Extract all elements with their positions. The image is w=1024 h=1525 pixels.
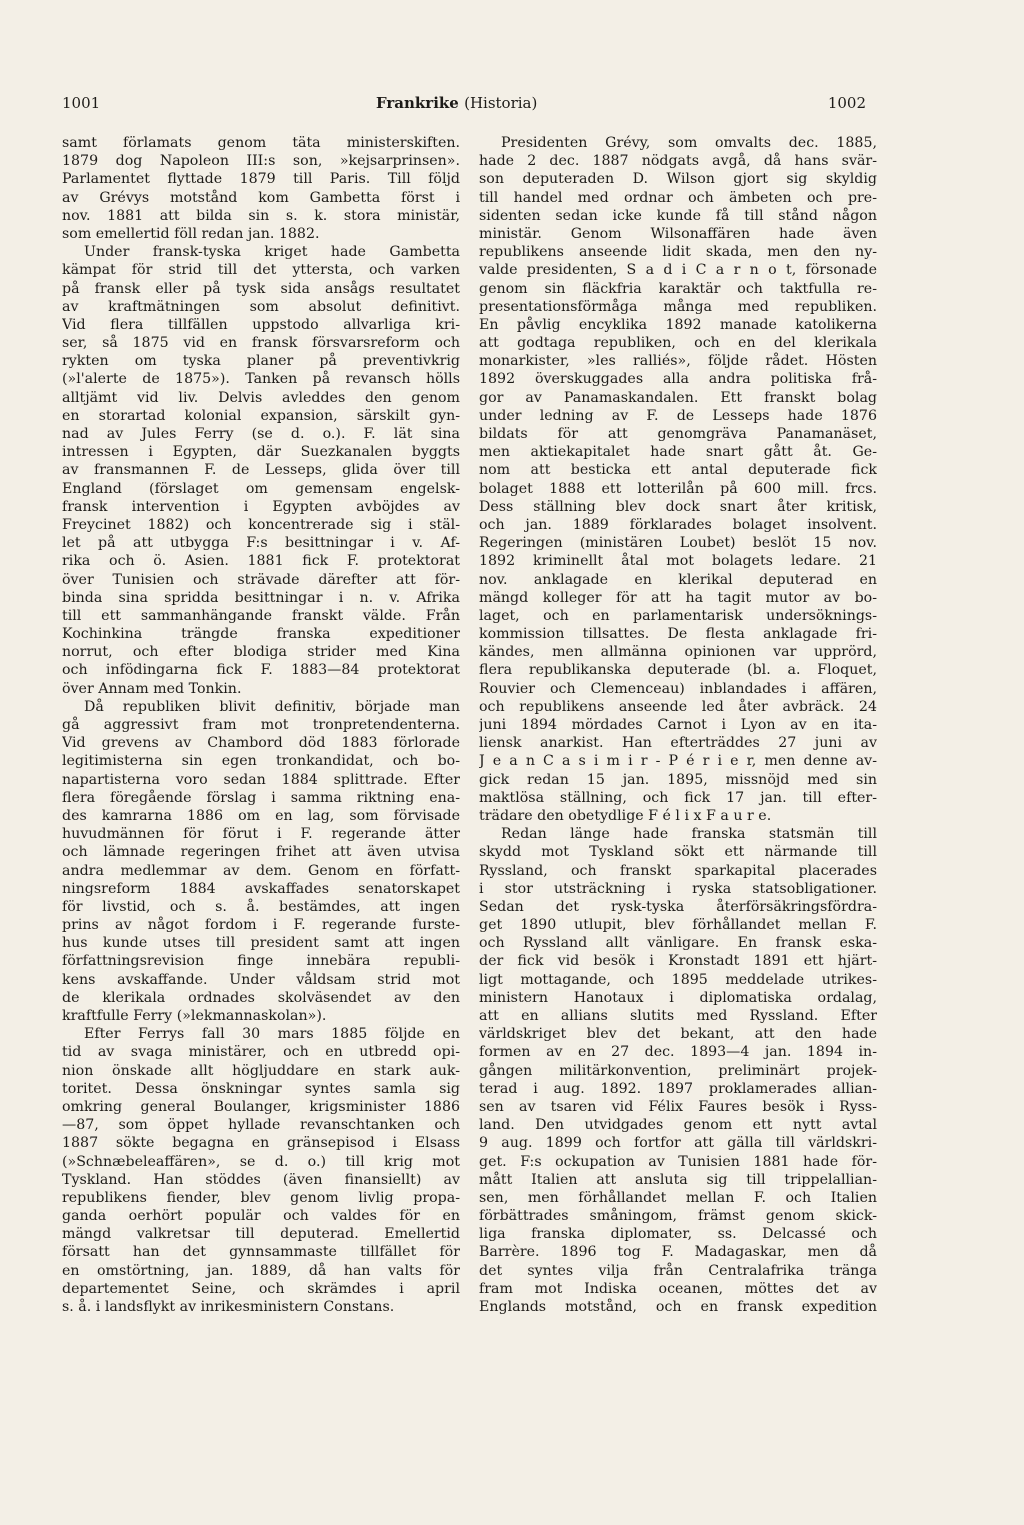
text-line: Redan länge hade franska statsmän till [501,826,877,843]
text-line: get 1890 utlupit, blev förhållandet mellan F. [479,917,877,934]
text-line: nion önskade allt högljuddare en stark auk- [62,1062,460,1079]
text-line: Barrère. 1896 tog F. Madagaskar, men då [479,1244,877,1261]
text-line: liga franska diplomater, ss. Delcassé och [479,1226,877,1243]
text-line: Rouvier och Clemenceau) inblandades i affären, [479,680,877,697]
text-line: flera föregående förslag i samma riktning ena- [62,789,460,806]
text-line: över Annam med Tonkin. [62,680,242,697]
text-line: genom sin fläckfria karaktär och taktfulla re- [479,280,877,297]
text-line: över Tunisien och strävade därefter att för- [62,571,460,588]
text-line: och jan. 1889 förklarades bolaget insolvent. [479,516,877,533]
running-title-sub: (Historia) [464,94,538,112]
text-line: kämpat för strid till det yttersta, och varken [62,262,460,279]
text-line: England (förslaget om gemensam engelsk- [62,480,460,497]
text-line: gor av Panamaskandalen. Ett franskt bolag [479,389,877,406]
text-line: J e a n C a s i m i r - P é r i e r, men denne av- [479,753,877,770]
text-line: land. Den utvidgades genom ett nytt avtal [479,1117,877,1134]
text-line: terad i aug. 1892. 1897 proklamerades allian- [479,1080,877,1097]
text-line: juni 1894 mördades Carnot i Lyon av en ita- [479,717,877,733]
text-line: kens avskaffande. Under våldsam strid mot [62,971,460,988]
text-line: nad av Jules Ferry (se d. o.). F. lät sina [62,426,460,442]
text-line: att godtaga republiken, och en del klerikala [479,335,877,352]
running-title-main: Frankrike [376,94,459,112]
text-line: flera republikanska deputerade (bl. a. Floquet, [479,662,877,679]
text-line: laget, och en parlamentarisk undersöknings- [479,607,877,624]
running-title [376,94,537,112]
text-line: i stor utsträckning i ryska statsobligationer. [479,880,877,897]
page-header [62,94,866,116]
text-line: presentationsförmåga många med republiken. [479,298,877,315]
text-line: ligt mottagande, och 1895 meddelade utrikes- [479,971,877,988]
text-line: liensk anarkist. Han efterträddes 27 juni av [479,735,877,752]
text-line: nom att besticka ett antal deputerade fick [479,462,877,479]
text-line: Presidenten Grévy, som omvalts dec. 1885, [501,135,877,151]
text-line: bolaget 1888 ett lotterilån på 600 mill. frcs. [479,480,877,497]
text-line: Regeringen (ministären Loubet) beslöt 15 nov. [479,535,877,552]
text-line: Vid grevens av Chambord död 1883 förlorade [62,735,460,752]
text-line: ganda oerhört populär och valdes för en [62,1208,460,1225]
text-line: rykten om tyska planer på preventivkrig [62,353,460,370]
text-line: toritet. Dessa önskningar syntes samla sig [62,1080,460,1097]
text-line: gick redan 15 jan. 1895, missnöjd med sin [479,771,877,788]
text-line: av kraftmätningen som absolut definitivt. [62,298,460,315]
text-line: huvudmännen för förut i F. regerande ätter [62,826,460,843]
text-line: rika och ö. Asien. 1881 fick F. protektorat [62,553,460,570]
text-line: binda sina spridda besittningar i n. v. Afrika [62,589,460,606]
text-line: mängd kolleger för att ha tagit mutor av bo- [479,589,877,606]
text-line: försatt han det gynnsammaste tillfället för [62,1244,460,1261]
text-line: till handel med ordnar och ämbeten och pre- [479,189,877,206]
text-line: fransk intervention i Egypten avböjdes av [62,498,460,515]
text-line: men aktiekapitalet hade snart gått åt. Ge- [479,444,877,461]
text-line: världskriget blev det bekant, att den hade [479,1026,877,1043]
text-line: Dess ställning blev dock snart åter kritisk, [479,498,877,515]
left-page-number: 1001 [62,94,101,112]
text-line: En påvlig encyklika 1892 manade katolikerna [479,316,877,333]
text-line: 1892 kriminellt åtal mot bolagets ledare. 21 [479,553,877,570]
text-line: och lämnade regeringen frihet att även utvisa [62,844,460,861]
text-line: legitimisterna sin egen tronkandidat, och bo- [62,753,460,770]
text-line: norrut, och efter blodiga strider med Kina [62,644,460,661]
text-line: republikens fiender, blev genom livlig propa- [62,1189,460,1206]
text-line: intressen i Egypten, där Suezkanalen byggts [62,444,460,461]
text-line: des kamrarna 1886 om en lag, som förvisade [62,807,460,824]
left-text-column [62,134,460,1374]
text-line: get. F:s ockupation av Tunisien 1881 hade för- [479,1153,877,1170]
text-line: som emellertid föll redan jan. 1882. [62,225,320,242]
text-line: av Grévys motstånd kom Gambetta först i [62,189,460,206]
text-line: nov. anklagade en klerikal deputerad en [479,571,877,588]
text-line: kommission tillsattes. De flesta anklagade fri- [479,626,877,643]
text-line: Sedan det rysk-tyska återförsäkringsfördra- [479,898,877,915]
text-line: alltjämt vid liv. Delvis avleddes den genom [62,389,460,406]
text-line: kraftfulle Ferry (»lekmannaskolan»). [62,1008,327,1024]
text-line: bildats för att genomgräva Panamanäset, [479,426,877,442]
text-line: Vid flera tillfällen uppstodo allvarliga kri- [62,316,460,333]
text-line: ser, så 1875 vid en fransk försvarsreform och [62,335,460,352]
text-line: tid av svaga ministärer, och en utbredd opi- [62,1044,460,1061]
text-line: till ett sammanhängande franskt välde. Från [62,607,460,624]
text-line: sidenten sedan icke kunde få till stånd någon [479,207,877,224]
text-line: let på att utbygga F:s besittningar i v. Af- [62,535,460,552]
text-line: ministern Hanotaux i diplomatiska ordalag, [479,989,877,1006]
text-line: ningsreform 1884 avskaffades senatorskapet [62,880,460,897]
text-line: gå aggressivt fram mot tronpretendenterna. [62,717,460,733]
text-line: (»l'alerte de 1875»). Tanken på revansch hölls [62,371,460,388]
text-line: och infödingarna fick F. 1883—84 protektorat [62,662,460,679]
text-line: förbättrades småningom, främst genom skick- [479,1208,877,1225]
text-line: valde presidenten, S a d i C a r n o t, försonade [479,262,877,279]
text-line: nov. 1881 att bilda sin s. k. stora ministär, [62,207,460,224]
text-line: mängd valkretsar till deputerad. Emellertid [62,1226,460,1243]
text-line: en omstörtning, jan. 1889, då han valts för [62,1262,460,1279]
text-line: sen, men förhållandet mellan F. och Italien [479,1189,877,1206]
text-line: författningsrevision finge innebära republi- [62,953,460,970]
text-line: skydd mot Tyskland sökt ett närmande till [479,844,877,861]
text-line: och Ryssland allt vänligare. En fransk eska- [479,935,877,952]
text-line: napartisterna voro sedan 1884 splittrade. Efter [62,771,460,788]
text-line: fram mot Indiska oceanen, möttes det av [479,1280,877,1297]
text-line: monarkister, »les ralliés», följde rådet. Hösten [479,353,877,370]
text-line: under ledning av F. de Lesseps hade 1876 [479,407,877,424]
text-line: departementet Seine, och skrämdes i april [62,1280,460,1297]
text-line: Ryssland, och franskt sparkapital placerades [479,862,877,879]
text-line: Tyskland. Han stöddes (även finansiellt) av [62,1171,460,1188]
text-line: Under fransk-tyska kriget hade Gambetta [84,244,460,261]
text-line: s. å. i landsflykt av inrikesministern Constans. [62,1299,395,1315]
text-line: det syntes vilja från Centralafrika tränga [479,1262,877,1279]
text-line: Englands motstånd, och en fransk expedition [479,1299,877,1315]
text-line: (»Schnæbeleaffären», se d. o.) till krig mot [62,1153,460,1170]
right-page-number: 1002 [827,94,866,112]
text-line: —87, som öppet hyllade revanschtanken och [62,1117,460,1134]
text-line: de klerikala ordnades skolväsendet av den [62,989,460,1006]
text-line: att en allians slutits med Ryssland. Efter [479,1008,877,1024]
text-line: Efter Ferrys fall 30 mars 1885 följde en [84,1026,460,1043]
text-line: sen av tsaren vid Félix Faures besök i Ryss- [479,1098,877,1115]
text-line: gången militärkonvention, preliminärt projek- [479,1062,877,1079]
text-line: hus kunde utses till president samt att ingen [62,935,460,952]
text-line: omkring general Boulanger, krigsminister 1886 [62,1098,460,1115]
right-text-column [479,134,877,1374]
text-line: kändes, men allmänna opinionen var upprörd, [479,644,877,661]
text-line: 1892 överskuggades alla andra politiska frå- [479,371,877,388]
text-line: för livstid, och s. å. bestämdes, att ingen [62,898,460,915]
text-line: mått Italien att ansluta sig till trippelallian- [479,1171,877,1188]
text-line: maktlösa ställning, och fick 17 jan. till efter- [479,789,877,806]
text-line: på fransk eller på tysk sida ansågs resultatet [62,280,460,297]
text-line: ministär. Genom Wilsonaffären hade även [479,225,877,242]
text-line: av fransmannen F. de Lesseps, glida över till [62,462,460,479]
text-line: en storartad kolonial expansion, särskilt gyn- [62,407,460,424]
text-line: republikens anseende lidit skada, men den ny- [479,244,877,261]
text-line: Freycinet 1882) och koncentrerade sig i stäl- [62,516,460,533]
text-line: Parlamentet flyttade 1879 till Paris. Till följd [62,171,460,188]
text-line: samt förlamats genom täta ministerskiften. [62,135,460,151]
text-line: der fick vid besök i Kronstadt 1891 ett hjärt- [479,953,877,970]
text-line: hade 2 dec. 1887 nödgats avgå, då hans svär- [479,153,877,170]
text-line: trädare den obetydlige F é l i x F a u r e. [479,807,772,824]
text-line: formen av en 27 dec. 1893—4 jan. 1894 in- [479,1044,877,1061]
text-line: andra medlemmar av dem. Genom en författ- [62,862,460,879]
text-line: Då republiken blivit definitiv, började man [84,698,460,715]
text-line: Kochinkina trängde franska expeditioner [62,626,460,643]
text-line: 1887 sökte begagna en gränsepisod i Elsass [62,1135,460,1152]
text-line: 1879 dog Napoleon III:s son, »kejsarprinsen». [62,153,460,170]
text-line: och republikens anseende led åter avbräck. 24 [479,698,877,715]
text-line: son deputeraden D. Wilson gjort sig skyldig [479,171,877,188]
text-line: 9 aug. 1899 och fortfor att gälla till världskri- [479,1135,877,1152]
text-line: prins av något fordom i F. regerande furste- [62,917,460,934]
